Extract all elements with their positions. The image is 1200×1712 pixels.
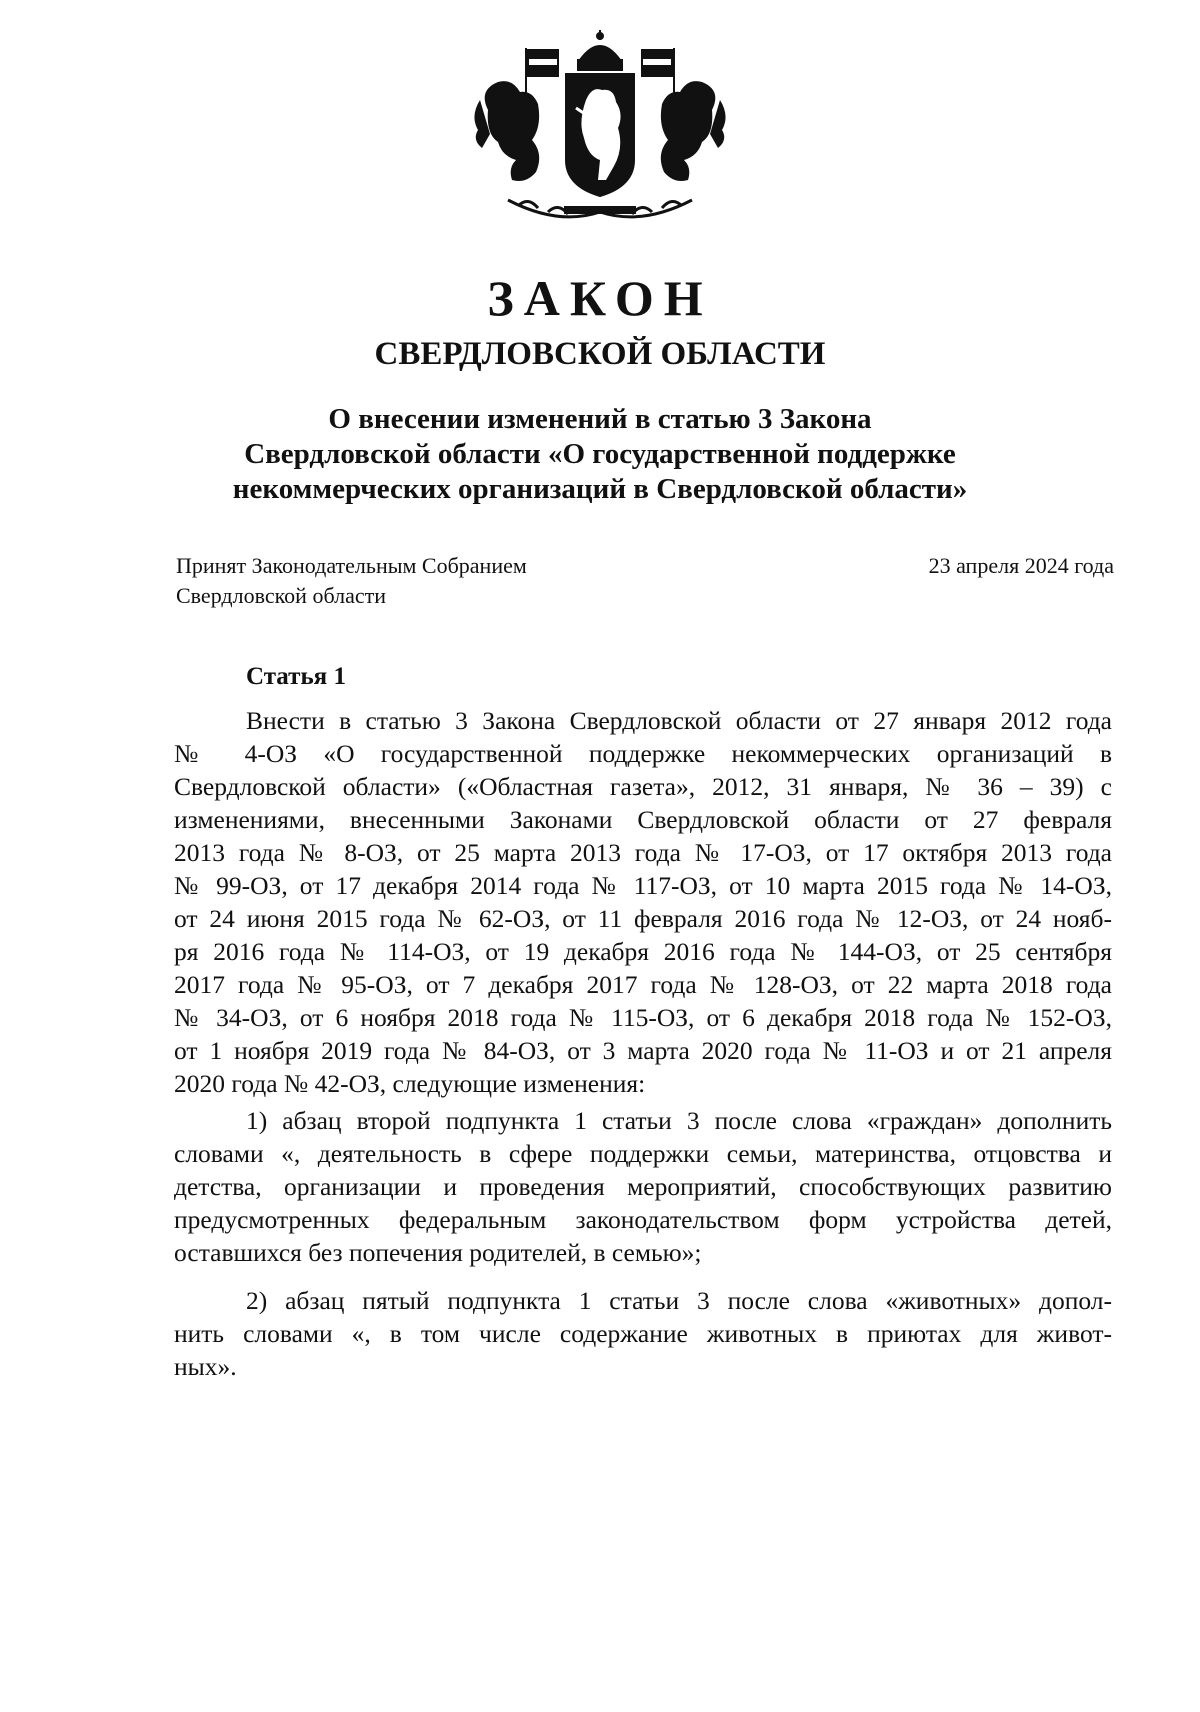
article-paragraph bbox=[174, 1104, 1112, 1269]
paragraph-line: ных». bbox=[174, 1352, 237, 1381]
adoption-date: 23 апреля 2024 года bbox=[928, 553, 1114, 578]
coat-of-arms-icon bbox=[468, 30, 732, 226]
law-name-line: Свердловской области «О государственной поддержке bbox=[244, 438, 956, 470]
law-name-line: О внесении изменений в статью 3 Закона bbox=[328, 403, 872, 435]
paragraph-line: оставшихся без попечения родителей, в семью»; bbox=[174, 1238, 702, 1267]
paragraph-line: № 99-ОЗ, от 17 декабря 2014 года № 117-ОЗ, от 10 марта 2015 года № 14-ОЗ, bbox=[174, 871, 1112, 900]
paragraph-line: Внести в статью 3 Закона Свердловской области от 27 января 2012 года bbox=[246, 706, 1112, 735]
article-paragraph bbox=[174, 704, 1112, 1100]
paragraph-line: детства, организации и проведения мероприятий, способствующих развитию bbox=[174, 1172, 1112, 1201]
paragraph-line: предусмотренных федеральным законодательством форм устройства детей, bbox=[174, 1205, 1112, 1234]
paragraph-line: № 4-ОЗ «О государственной поддержке некоммерческих организаций в bbox=[174, 739, 1112, 768]
adoption-note bbox=[176, 551, 527, 611]
adoption-line: Принят Законодательным Собранием bbox=[176, 553, 527, 578]
paragraph-line: 2020 года № 42-ОЗ, следующие изменения: bbox=[174, 1069, 646, 1098]
document-subtitle: СВЕРДЛОВСКОЙ ОБЛАСТИ bbox=[374, 336, 826, 372]
paragraph-line: ря 2016 года № 114-ОЗ, от 19 декабря 2016 года № 144-ОЗ, от 25 сентября bbox=[174, 937, 1112, 966]
adoption-line: Свердловской области bbox=[176, 583, 386, 608]
article-paragraph bbox=[174, 1284, 1112, 1383]
paragraph-line: № 34-ОЗ, от 6 ноября 2018 года № 115-ОЗ, от 6 декабря 2018 года № 152-ОЗ, bbox=[174, 1003, 1112, 1032]
paragraph-line: изменениями, внесенными Законами Свердловской области от 27 февраля bbox=[174, 805, 1112, 834]
paragraph-line: 2013 года № 8-ОЗ, от 25 марта 2013 года № 17-ОЗ, от 17 октября 2013 года bbox=[174, 838, 1112, 867]
paragraph-line: нить словами «, в том числе содержание животных в приютах для живот- bbox=[174, 1319, 1112, 1348]
paragraph-line: 2) абзац пятый подпункта 1 статьи 3 после слова «животных» допол- bbox=[246, 1286, 1112, 1315]
document-title: ЗАКОН bbox=[487, 270, 713, 326]
paragraph-line: от 1 ноября 2019 года № 84-ОЗ, от 3 марта 2020 года № 11-ОЗ и от 21 апреля bbox=[174, 1036, 1112, 1065]
paragraph-line: от 24 июня 2015 года № 62-ОЗ, от 11 февраля 2016 года № 12-ОЗ, от 24 нояб- bbox=[174, 904, 1112, 933]
paragraph-line: 1) абзац второй подпункта 1 статьи 3 после слова «граждан» дополнить bbox=[246, 1106, 1112, 1135]
paragraph-line: словами «, деятельность в сфере поддержки семьи, материнства, отцовства и bbox=[174, 1139, 1112, 1168]
law-name bbox=[150, 402, 1050, 507]
article-heading: Статья 1 bbox=[246, 663, 346, 690]
paragraph-line: 2017 года № 95-ОЗ, от 7 декабря 2017 года № 128-ОЗ, от 22 марта 2018 года bbox=[174, 970, 1112, 999]
law-name-line: некоммерческих организаций в Свердловской области» bbox=[232, 473, 968, 505]
paragraph-line: Свердловской области» («Областная газета», 2012, 31 января, № 36 – 39) с bbox=[174, 772, 1112, 801]
